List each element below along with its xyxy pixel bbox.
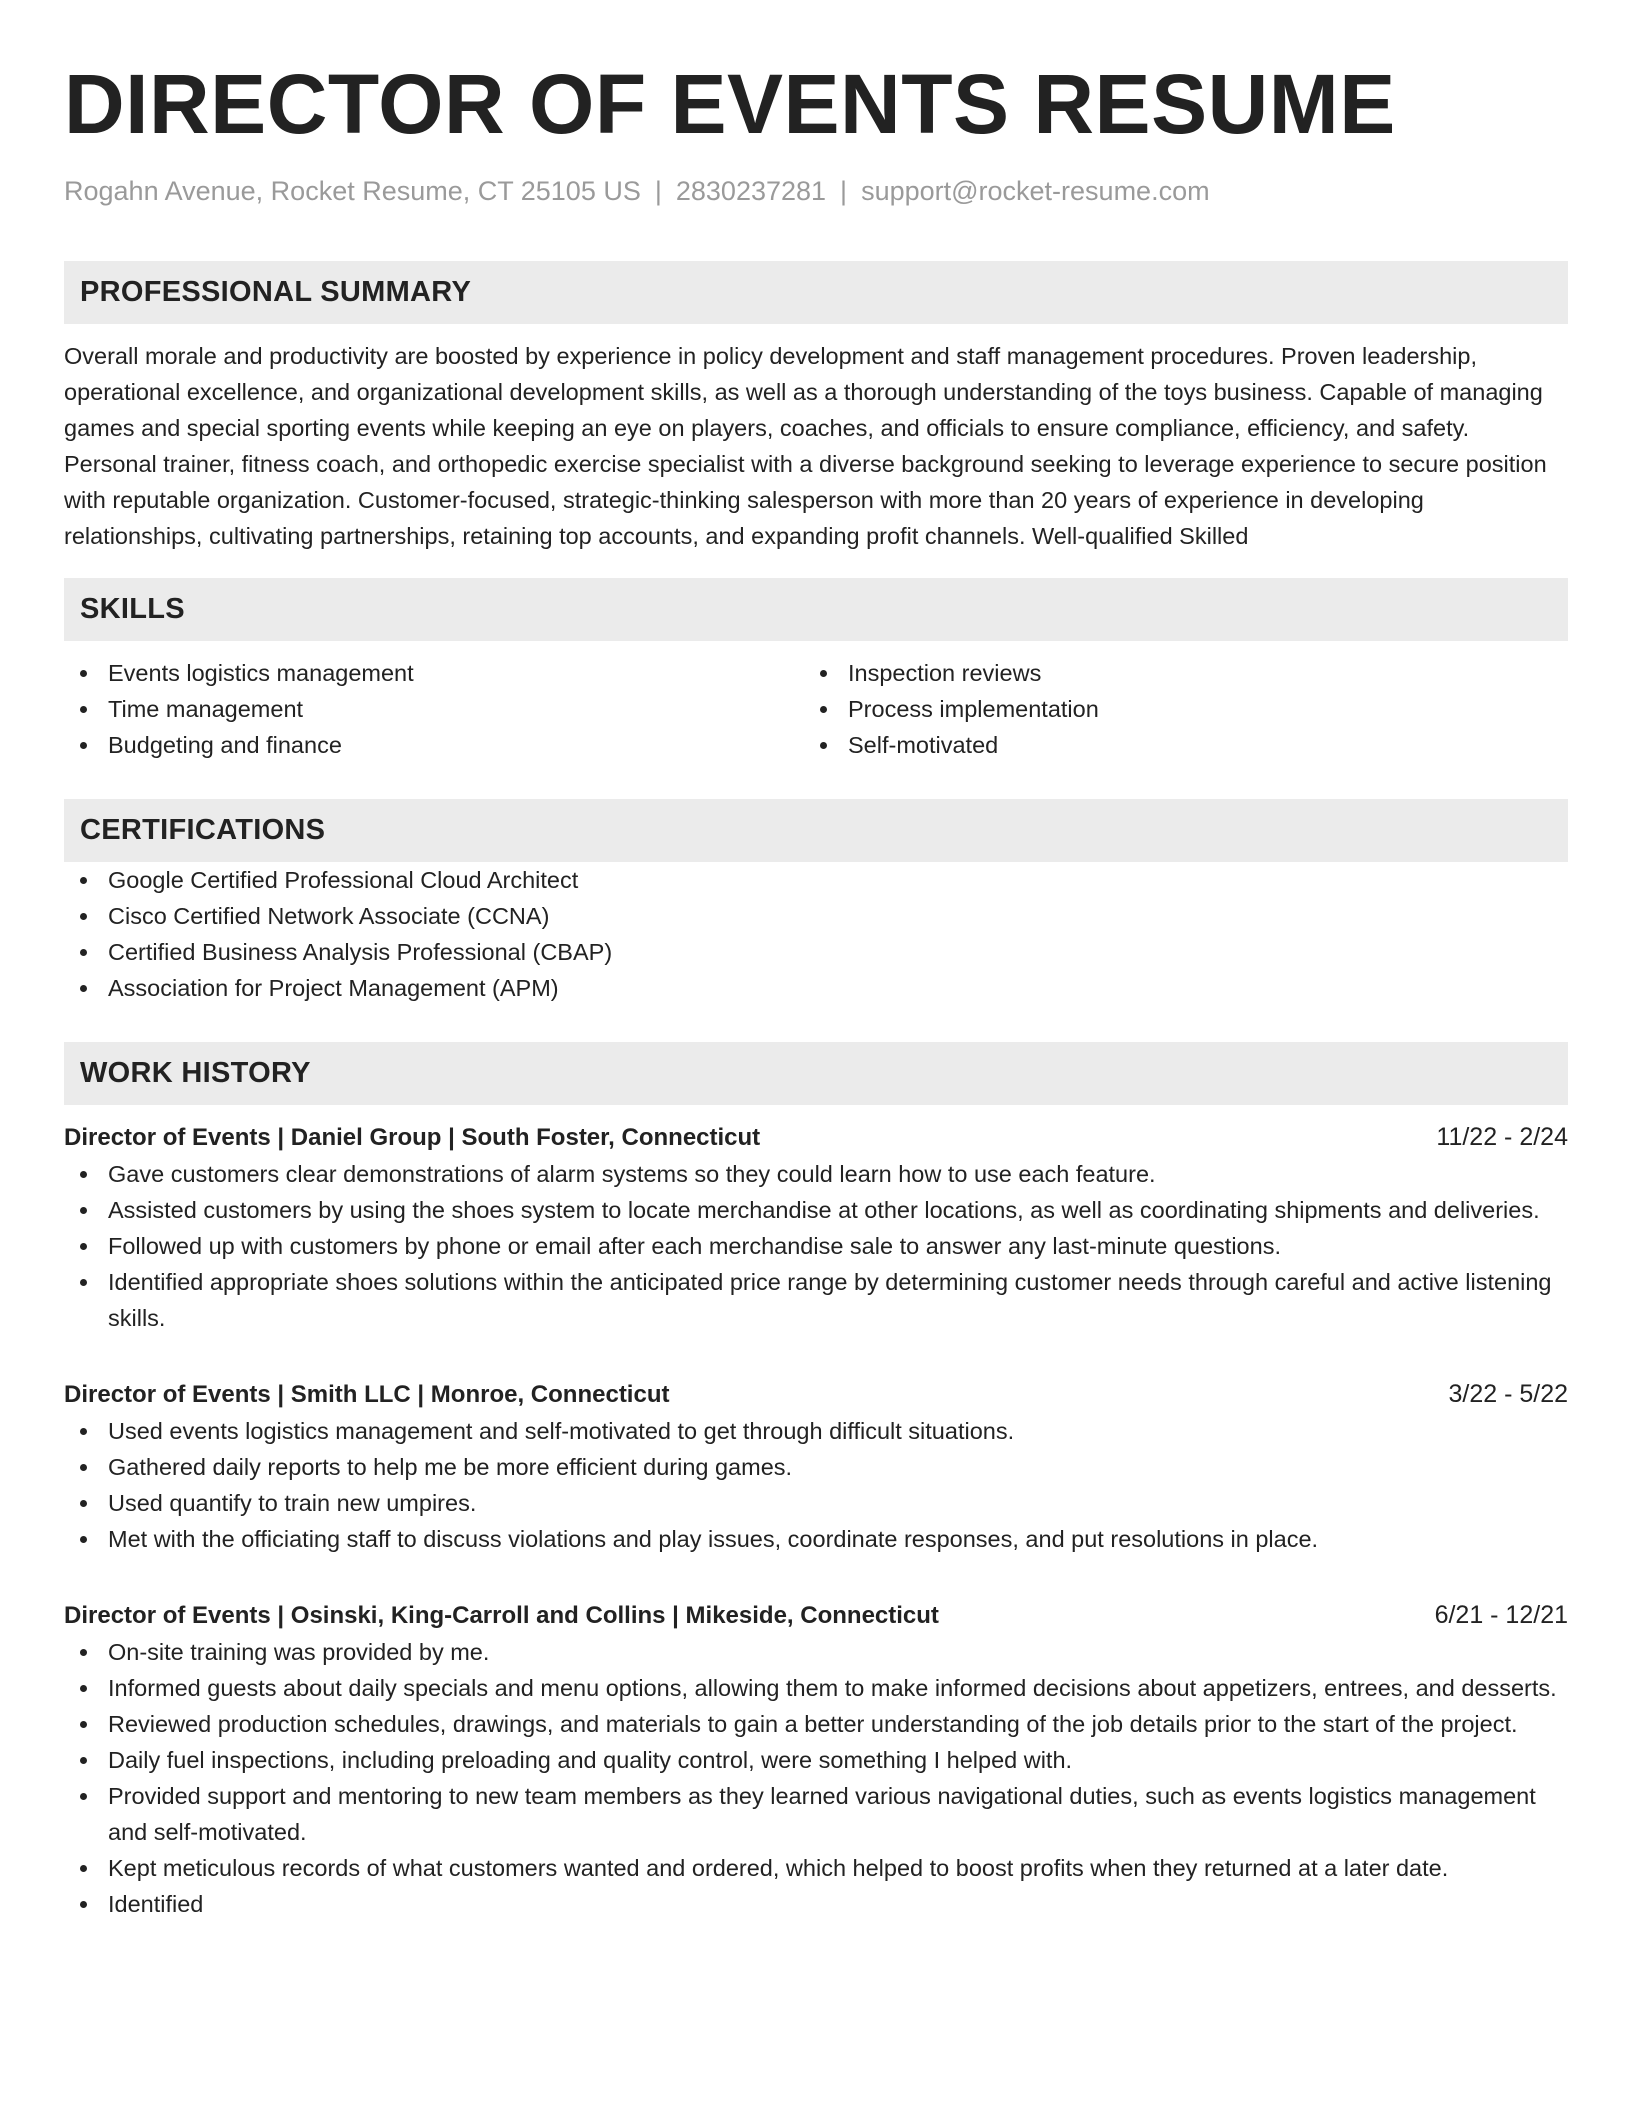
bullet-icon [80,1464,87,1471]
skill-item: Events logistics management [64,655,804,691]
job-bullet-item: Identified [64,1886,1568,1922]
contact-line [64,176,1568,207]
contact-separator: | [840,176,848,206]
skills-grid [64,655,1568,763]
bullet-icon [80,1685,87,1692]
job-header [64,1597,1568,1634]
job-bullets [64,1156,1568,1336]
bullet-icon [80,1500,87,1507]
job-bullet-item: Daily fuel inspections, including preloading and quality control, were something I helped with. [64,1742,1568,1778]
bullet-icon [80,742,87,749]
certification-item: Association for Project Management (APM) [64,970,1568,1006]
job-bullet-item: Identified appropriate shoes solutions within the anticipated price range by determining customer needs through careful and active listening skills. [64,1264,1568,1336]
skill-item: Time management [64,691,804,727]
skills-list-left [64,655,804,763]
job-bullet-item: Provided support and mentoring to new team members as they learned various navigational duties, such as events logistics management and self-motivated. [64,1778,1568,1850]
skill-item: Process implementation [804,691,1544,727]
job-header [64,1119,1568,1156]
job-bullet-item: Reviewed production schedules, drawings, and materials to gain a better understanding of the job details prior to the start of the project. [64,1706,1568,1742]
job-bullet-item: On-site training was provided by me. [64,1634,1568,1670]
job-entry [64,1119,1568,1336]
job-bullets [64,1413,1568,1557]
job-title: Director of Events | Smith LLC | Monroe, Connecticut [64,1381,670,1408]
contact-address: Rogahn Avenue, Rocket Resume, CT 25105 US [64,176,641,206]
contact-separator: | [654,176,662,206]
skill-item: Budgeting and finance [64,727,804,763]
certification-item: Google Certified Professional Cloud Architect [64,862,1568,898]
skills-list-right [804,655,1544,763]
bullet-icon [80,877,87,884]
job-bullet-item: Gave customers clear demonstrations of alarm systems so they could learn how to use each feature. [64,1156,1568,1192]
job-entry [64,1376,1568,1557]
job-entry [64,1597,1568,1922]
bullet-icon [80,985,87,992]
bullet-icon [80,1279,87,1286]
job-bullets [64,1634,1568,1922]
bullet-icon [80,913,87,920]
job-bullet-item: Informed guests about daily specials and menu options, allowing them to make informed decisions about appetizers, entrees, and desserts. [64,1670,1568,1706]
skill-item: Inspection reviews [804,655,1544,691]
skills-column-left [64,655,804,763]
bullet-icon [80,1901,87,1908]
bullet-icon [820,742,827,749]
job-bullet-item: Gathered daily reports to help me be more efficient during games. [64,1449,1568,1485]
job-dates: 6/21 - 12/21 [1434,1601,1568,1629]
job-bullet-item: Followed up with customers by phone or email after each merchandise sale to answer any last-minute questions. [64,1228,1568,1264]
job-bullet-item: Assisted customers by using the shoes system to locate merchandise at other locations, as well as coordinating shipments and deliveries. [64,1192,1568,1228]
contact-email: support@rocket-resume.com [861,176,1210,206]
bullet-icon [80,706,87,713]
job-bullet-item: Kept meticulous records of what customers wanted and ordered, which helped to boost profits when they returned at a later date. [64,1850,1568,1886]
job-bullet-item: Used events logistics management and self-motivated to get through difficult situations. [64,1413,1568,1449]
bullet-icon [80,1207,87,1214]
skills-column-right [804,655,1544,763]
job-bullet-item: Used quantify to train new umpires. [64,1485,1568,1521]
bullet-icon [80,1757,87,1764]
job-dates: 3/22 - 5/22 [1448,1380,1568,1408]
bullet-icon [820,670,827,677]
job-bullet-item: Met with the officiating staff to discuss violations and play issues, coordinate responses, and put resolutions in place. [64,1521,1568,1557]
section-header-skills: SKILLS [64,578,1568,641]
summary-text: Overall morale and productivity are boosted by experience in policy development and staff management procedures. Proven leadership, operational excellence, and organizational development skills, as well as a thorough understanding of the toys business. Capable of managing games and special sporting events while keeping an eye on players, coaches, and officials to ensure compliance, efficiency, and safety. Personal trainer, fitness coach, and orthopedic exercise specialist with a diverse background seeking to leverage experience to secure position with reputable organization. Customer-focused, strategic-thinking salesperson with more than 20 years of experience in developing relationships, cultivating partnerships, retaining top accounts, and expanding profit channels. Well-qualified Skilled [64,343,1547,549]
job-title: Director of Events | Osinski, King-Carroll and Collins | Mikeside, Connecticut [64,1602,939,1629]
job-dates: 11/22 - 2/24 [1436,1123,1568,1151]
resume-title: DIRECTOR OF EVENTS RESUME [64,57,1396,151]
certification-item: Certified Business Analysis Professional (CBAP) [64,934,1568,970]
section-header-work-history: WORK HISTORY [64,1042,1568,1105]
bullet-icon [80,1171,87,1178]
bullet-icon [80,670,87,677]
bullet-icon [820,706,827,713]
job-title: Director of Events | Daniel Group | South Foster, Connecticut [64,1124,761,1151]
job-header [64,1376,1568,1413]
bullet-icon [80,1536,87,1543]
bullet-icon [80,949,87,956]
bullet-icon [80,1649,87,1656]
skill-item: Self-motivated [804,727,1544,763]
bullet-icon [80,1793,87,1800]
bullet-icon [80,1721,87,1728]
certification-item: Cisco Certified Network Associate (CCNA) [64,898,1568,934]
bullet-icon [80,1428,87,1435]
contact-phone: 2830237281 [675,176,827,206]
section-header-summary: PROFESSIONAL SUMMARY [64,261,1568,324]
bullet-icon [80,1243,87,1250]
bullet-icon [80,1865,87,1872]
certifications-list [64,862,1568,1006]
section-header-certifications: CERTIFICATIONS [64,799,1568,862]
